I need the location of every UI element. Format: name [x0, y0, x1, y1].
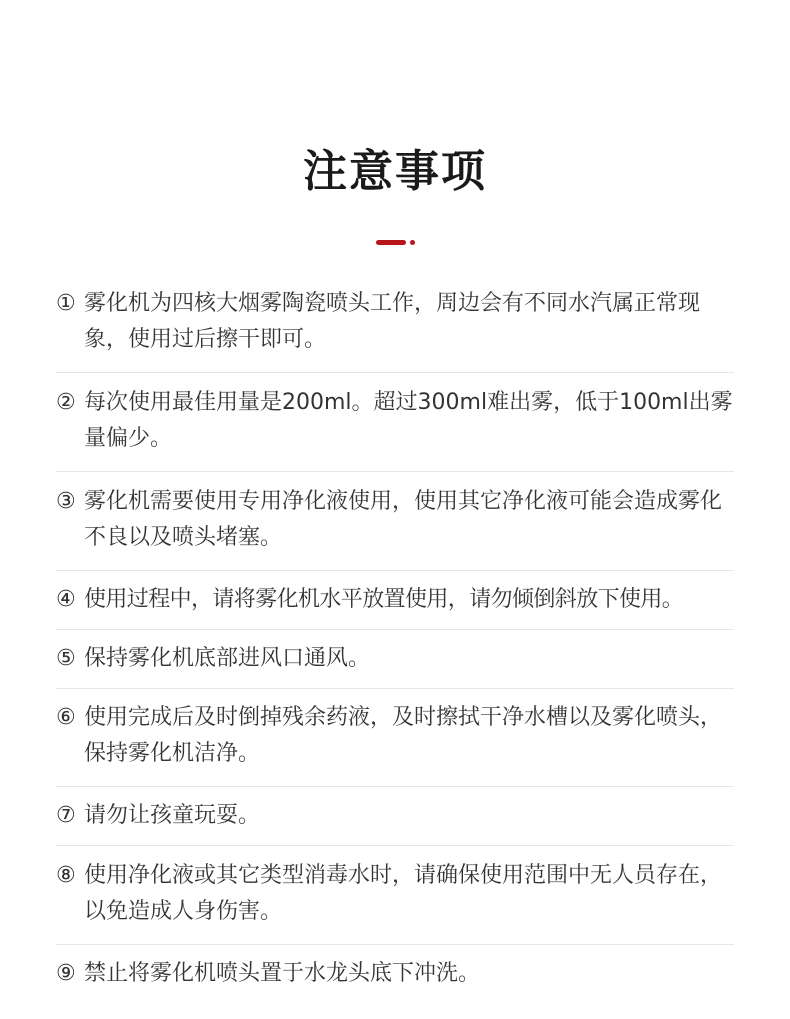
- item-number: ⑨: [56, 961, 76, 986]
- item-number: ⑤: [56, 646, 76, 671]
- item-text: 请勿让孩童玩耍。: [84, 803, 261, 828]
- page-title: 注意事项: [303, 146, 487, 197]
- notice-item-4: [56, 571, 734, 630]
- notice-item-6: [56, 689, 734, 787]
- item-text: 保持雾化机底部进风口通风。: [84, 646, 371, 671]
- item-number: ②: [56, 390, 76, 415]
- item-text: 雾化机为四核大烟雾陶瓷喷头工作，周边会有不同水汽属正常现象，使用过后擦干即可。: [84, 291, 701, 352]
- item-number: ⑥: [56, 705, 76, 730]
- notice-item-3: [56, 472, 734, 571]
- notice-list: [56, 276, 734, 1003]
- item-text: 使用净化液或其它类型消毒水时，请确保使用范围中无人员存在，以免造成人身伤害。: [84, 863, 723, 924]
- item-text: 雾化机需要使用专用净化液使用，使用其它净化液可能会造成雾化不良以及喷头堵塞。: [84, 489, 723, 550]
- item-number: ⑦: [56, 803, 76, 828]
- item-text: 使用过程中，请将雾化机水平放置使用，请勿倾倒斜放下使用。: [84, 587, 684, 612]
- item-number: ⑧: [56, 863, 76, 888]
- notice-item-8: [56, 846, 734, 945]
- item-text: 每次使用最佳用量是200ml。超过300ml难出雾，低于100ml出雾量偏少。: [84, 390, 733, 451]
- divider-dot: [410, 240, 415, 245]
- notice-item-2: [56, 373, 734, 472]
- item-number: ①: [56, 291, 76, 316]
- item-number: ④: [56, 587, 76, 612]
- notice-item-1: [56, 276, 734, 373]
- item-text: 使用完成后及时倒掉残余药液，及时擦拭干净水槽以及雾化喷头，保持雾化机洁净。: [84, 705, 723, 766]
- notice-item-7: [56, 787, 734, 846]
- item-number: ③: [56, 489, 76, 514]
- title-divider: [376, 240, 416, 245]
- notice-item-5: [56, 630, 734, 689]
- notice-item-9: [56, 945, 734, 1003]
- item-text: 禁止将雾化机喷头置于水龙头底下冲洗。: [84, 961, 481, 986]
- divider-bar: [376, 240, 406, 245]
